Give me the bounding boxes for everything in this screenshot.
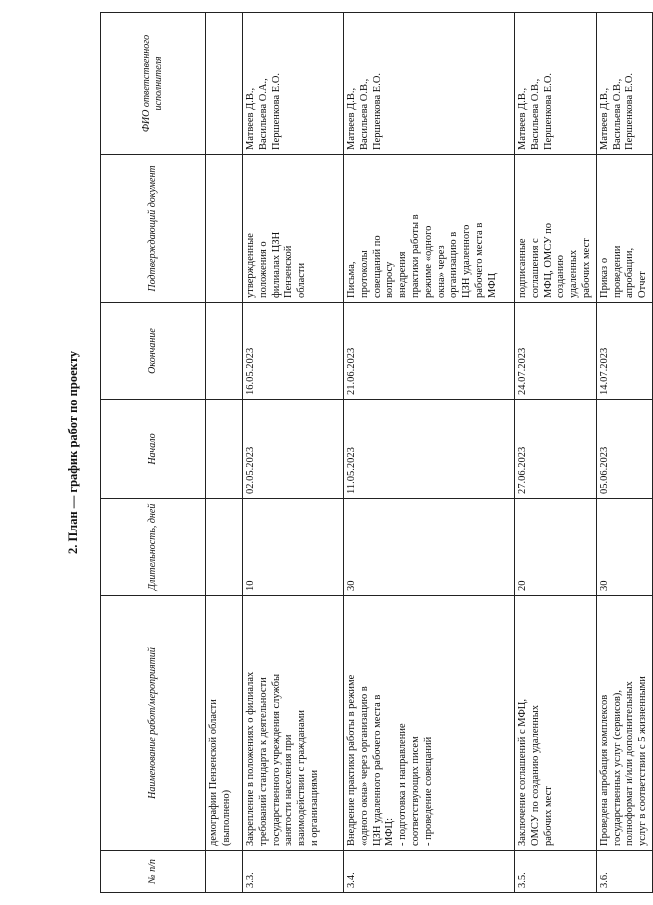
cell-start: 05.06.2023 bbox=[596, 400, 652, 499]
cell-line: Васильева О.А., bbox=[257, 78, 269, 150]
cell-line: требований стандарта к деятельности bbox=[257, 677, 269, 846]
cell-name bbox=[515, 596, 597, 851]
cell-end: 14.07.2023 bbox=[596, 303, 652, 400]
cell-line: ЦЗН удаленного bbox=[461, 224, 473, 298]
cell-line: созданию bbox=[555, 255, 567, 298]
header-start: Начало bbox=[101, 400, 206, 499]
cell-line: удаленных bbox=[568, 249, 580, 298]
cell-line: положения о bbox=[257, 241, 269, 298]
cell-start: 27.06.2023 bbox=[515, 400, 597, 499]
cell-executor bbox=[344, 13, 515, 155]
cell-end: 21.06.2023 bbox=[344, 303, 515, 400]
header-document: Подтверждающий документ bbox=[101, 155, 206, 303]
cell-document bbox=[596, 155, 652, 303]
header-name: Наименование работ/мероприятий bbox=[101, 596, 206, 851]
cell-line: Письма, bbox=[346, 261, 357, 298]
cell-start: 02.05.2023 bbox=[243, 400, 344, 499]
cell-line: Отчет bbox=[637, 271, 649, 298]
cell-line: услуг в соответствии с 5 жизненными bbox=[637, 676, 649, 846]
table-row bbox=[515, 13, 597, 893]
cell-line: Заключение соглашений с МФЦ, bbox=[517, 699, 528, 846]
cell-line: государственного учреждения службы bbox=[270, 673, 282, 846]
cell-line: Внедрение практики работы в режиме bbox=[346, 674, 357, 846]
cell-end: 16.05.2023 bbox=[243, 303, 344, 400]
cell-line: Приказ о bbox=[598, 257, 610, 298]
cell-duration: 10 bbox=[243, 499, 344, 596]
cell-line: рабочих мест bbox=[542, 786, 554, 846]
header-duration: Длительность, дней bbox=[101, 499, 206, 596]
cell-duration: 20 bbox=[515, 499, 597, 596]
cell-name bbox=[596, 596, 652, 851]
cell-end: 24.07.2023 bbox=[515, 303, 597, 400]
cell-duration bbox=[206, 499, 243, 596]
cell-line: - подготовка и направление bbox=[397, 723, 409, 846]
cell-line: Васильева О.В., bbox=[529, 78, 541, 150]
table-row bbox=[344, 13, 515, 893]
cell-line: ЦЗН удаленного рабочего места в bbox=[371, 694, 383, 846]
header-num: № п/п bbox=[101, 851, 206, 893]
table-row bbox=[206, 13, 243, 893]
cell-start: 11.05.2023 bbox=[344, 400, 515, 499]
cell-end bbox=[206, 303, 243, 400]
cell-document bbox=[515, 155, 597, 303]
cell-line: государственных услуг (сервисов), bbox=[611, 690, 623, 846]
cell-document bbox=[344, 155, 515, 303]
cell-line: Матвеев Д.В., bbox=[245, 87, 256, 150]
cell-num: 3.4. bbox=[344, 851, 515, 893]
cell-line: Матвеев Д.В., bbox=[517, 87, 528, 150]
cell-line: Матвеев Д.В., bbox=[598, 87, 610, 150]
cell-num bbox=[206, 851, 243, 893]
cell-executor bbox=[515, 13, 597, 155]
cell-num: 3.6. bbox=[596, 851, 652, 893]
cell-name bbox=[206, 596, 243, 851]
cell-line: режиме «одного bbox=[422, 225, 434, 298]
cell-line: Матвеев Д.В., bbox=[346, 87, 357, 150]
table-row bbox=[243, 13, 344, 893]
cell-line: «одного окна» через организацию в bbox=[358, 686, 370, 846]
cell-executor bbox=[596, 13, 652, 155]
cell-document bbox=[206, 155, 243, 303]
work-schedule-table bbox=[100, 12, 653, 893]
cell-line: и организациями bbox=[308, 769, 320, 846]
cell-duration: 30 bbox=[344, 499, 515, 596]
cell-line: Першенкова Е.О. bbox=[270, 72, 282, 150]
cell-line: занятости населения при bbox=[283, 734, 295, 846]
cell-line: области bbox=[296, 262, 308, 298]
cell-line: взаимодействии с гражданами bbox=[296, 710, 308, 846]
header-executor: ФИО ответственного исполнителя bbox=[101, 13, 206, 155]
cell-num: 3.5. bbox=[515, 851, 597, 893]
cell-line: организацию в bbox=[448, 231, 460, 298]
cell-line: (выполнено) bbox=[220, 789, 232, 846]
cell-line: внедрения bbox=[397, 251, 409, 298]
cell-line: совещаний по bbox=[371, 235, 383, 298]
cell-line: вопросу bbox=[384, 261, 396, 298]
cell-line: Проведена апробация комплексов bbox=[598, 694, 610, 846]
cell-line: ОМСУ по созданию удаленных bbox=[529, 704, 541, 846]
header-row bbox=[101, 13, 206, 893]
cell-num: 3.3. bbox=[243, 851, 344, 893]
cell-line: подписанные bbox=[517, 238, 528, 298]
cell-line: рабочего места в bbox=[473, 222, 485, 298]
cell-line: практики работы в bbox=[409, 214, 421, 298]
cell-line: соответствующих писем bbox=[409, 736, 421, 846]
cell-name bbox=[344, 596, 515, 851]
cell-line: проведении bbox=[611, 245, 623, 298]
cell-name bbox=[243, 596, 344, 851]
cell-line: Закрепление в положениях о филиалах bbox=[245, 671, 256, 846]
cell-executor bbox=[206, 13, 243, 155]
cell-document bbox=[243, 155, 344, 303]
cell-line: филиалах ЦЗН bbox=[270, 231, 282, 298]
cell-line: Пензенской bbox=[283, 245, 295, 298]
cell-line: Першенкова Е.О. bbox=[371, 72, 383, 150]
cell-line: апробации, bbox=[624, 247, 636, 298]
cell-line: рабочих мест bbox=[580, 238, 592, 298]
cell-line: протоколы bbox=[358, 250, 370, 298]
cell-line: Васильева О.В., bbox=[358, 78, 370, 150]
cell-duration: 30 bbox=[596, 499, 652, 596]
cell-line: Першенкова Е.О. bbox=[542, 72, 554, 150]
cell-line: - проведение совещаний bbox=[422, 736, 434, 846]
cell-line: МФЦ, ОМСУ по bbox=[542, 222, 554, 298]
cell-line: окна» через bbox=[435, 245, 447, 298]
cell-line: МФЦ bbox=[486, 272, 498, 298]
cell-executor bbox=[243, 13, 344, 155]
cell-line: утвержденные bbox=[245, 233, 256, 298]
cell-line: полноформат и/или дополнительных bbox=[624, 681, 636, 846]
table-row bbox=[596, 13, 652, 893]
header-end: Окончание bbox=[101, 303, 206, 400]
cell-line: демографии Пензенской области bbox=[208, 699, 219, 846]
cell-start bbox=[206, 400, 243, 499]
section-title: 2. План — график работ по проекту bbox=[66, 350, 80, 555]
cell-line: Першенкова Е.О. bbox=[624, 72, 636, 150]
cell-line: соглашения с bbox=[529, 238, 541, 298]
cell-line: Васильева О.В., bbox=[611, 78, 623, 150]
cell-line: МФЦ: bbox=[384, 818, 396, 846]
